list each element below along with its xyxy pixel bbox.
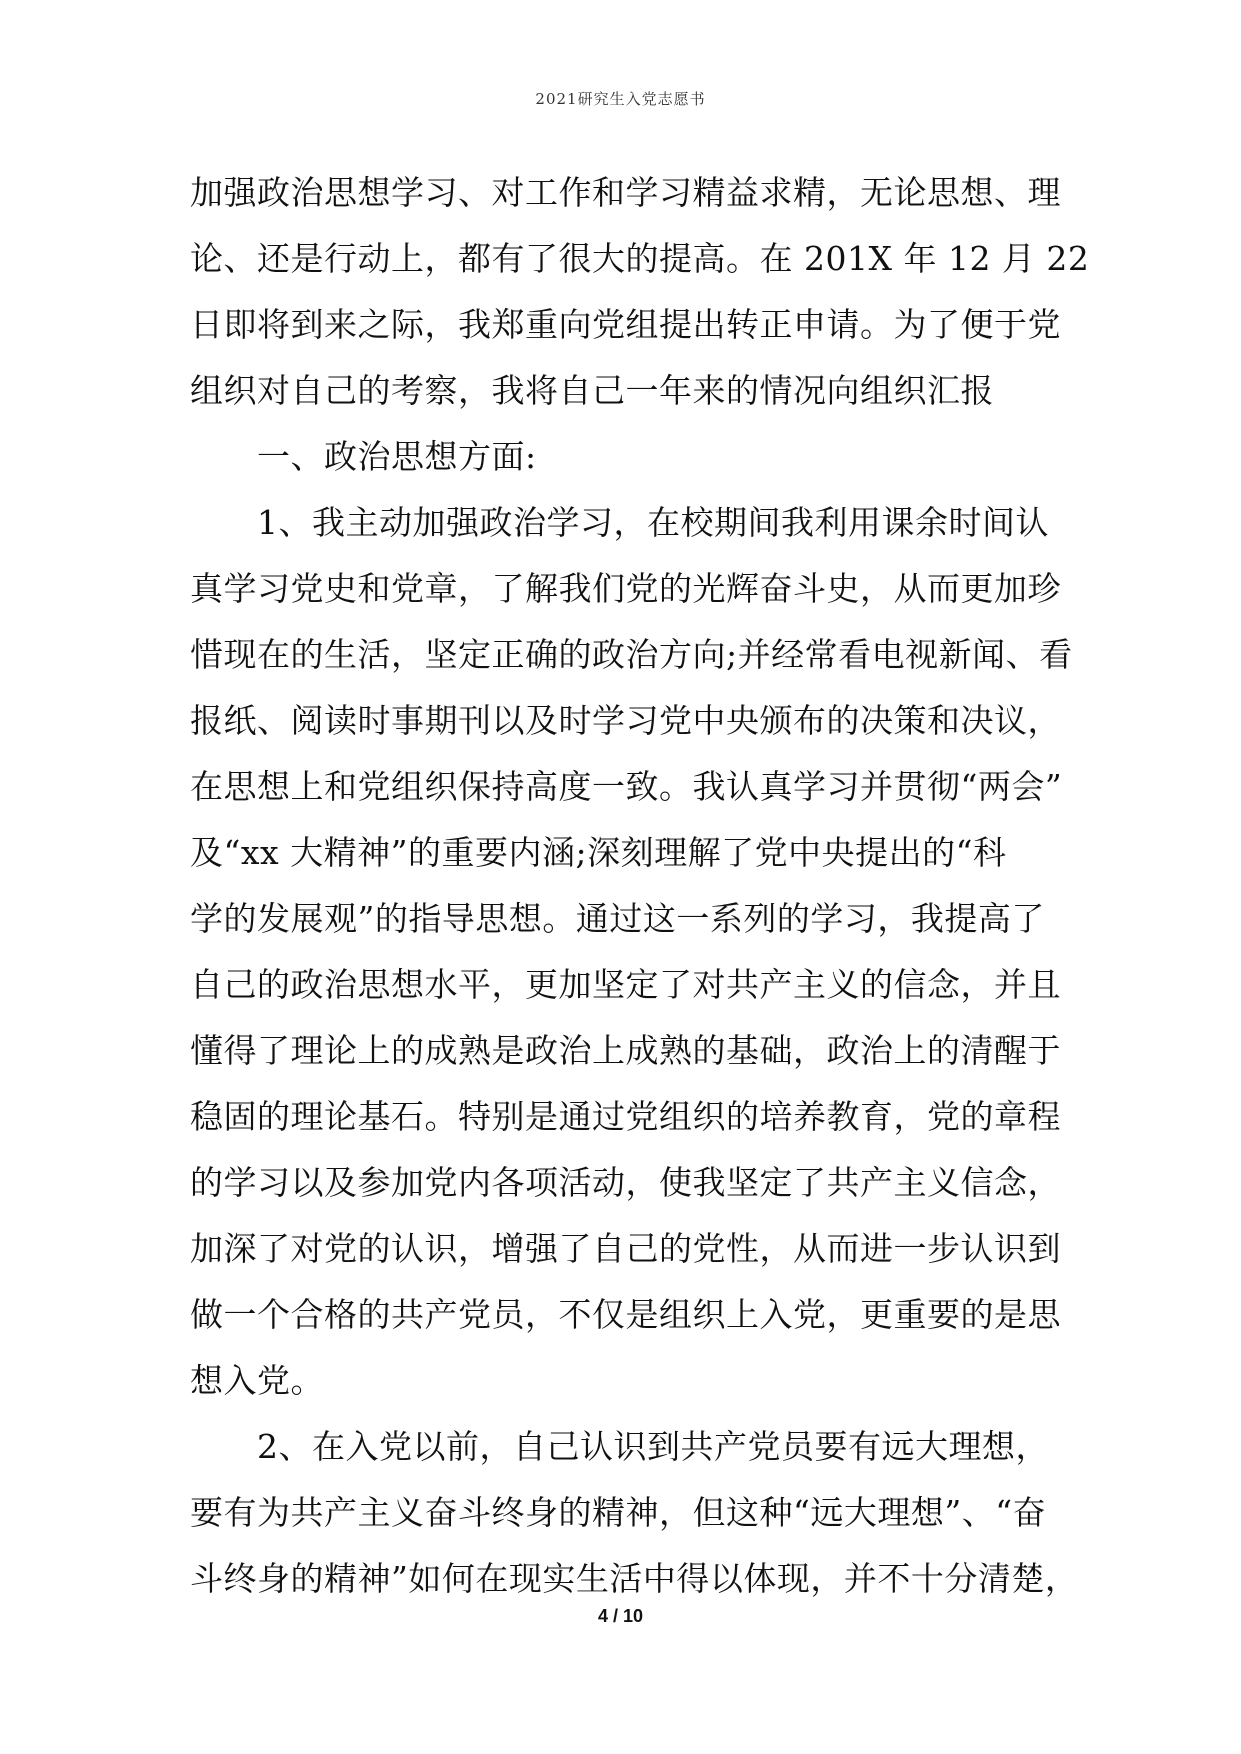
text-line: 及“xx 大精神”的重要内涵;深刻理解了党中央提出的“科 [190,833,1007,872]
text-line: 组织对自己的考察，我将自己一年来的情况向组织汇报 [190,371,994,410]
text-line: 2、在入党以前，自己认识到共产党员要有远大理想， [190,1427,1049,1466]
page-number: 4 / 10 [597,1606,644,1626]
text-line: 自己的政治思想水平，更加坚定了对共产主义的信念，并且 [190,965,1061,1004]
text-line: 懂得了理论上的成熟是政治上成熟的基础，政治上的清醒于 [190,1031,1061,1070]
text-line: 日即将到来之际，我郑重向党组提出转正申请。为了便于党 [190,305,1061,344]
text-line: 1、我主动加强政治学习，在校期间我利用课余时间认 [190,503,1049,542]
text-line: 报纸、阅读时事期刊以及时学习党中央颁布的决策和决议， [190,701,1061,740]
text-line: 惜现在的生活，坚定正确的政治方向;并经常看电视新闻、看 [190,635,1073,674]
document-body [190,160,1090,1612]
text-line: 稳固的理论基石。特别是通过党组织的培养教育，党的章程 [190,1097,1061,1136]
text-line: 要有为共产主义奋斗终身的精神，但这种“远大理想”、“奋 [190,1493,1047,1532]
text-line: 做一个合格的共产党员，不仅是组织上入党，更重要的是思 [190,1295,1061,1334]
page-header-title: 2021研究生入党志愿书 [535,90,706,108]
text-line: 学的发展观”的指导思想。通过这一系列的学习，我提高了 [190,899,1045,938]
text-line: 论、还是行动上，都有了很大的提高。在 201X 年 12 月 22 [190,239,1090,278]
text-line: 加深了对党的认识，增强了自己的党性，从而进一步认识到 [190,1229,1061,1268]
section-heading-political-thought: 一、政治思想方面: [190,437,537,476]
text-line: 加强政治思想学习、对工作和学习精益求精，无论思想、理 [190,173,1061,212]
text-line: 真学习党史和党章，了解我们党的光辉奋斗史，从而更加珍 [190,569,1061,608]
text-line: 想入党。 [190,1361,324,1400]
text-line: 在思想上和党组织保持高度一致。我认真学习并贯彻“两会” [190,767,1063,806]
text-line: 的学习以及参加党内各项活动，使我坚定了共产主义信念， [190,1163,1061,1202]
text-line: 斗终身的精神”如何在现实生活中得以体现，并不十分清楚， [190,1559,1079,1598]
